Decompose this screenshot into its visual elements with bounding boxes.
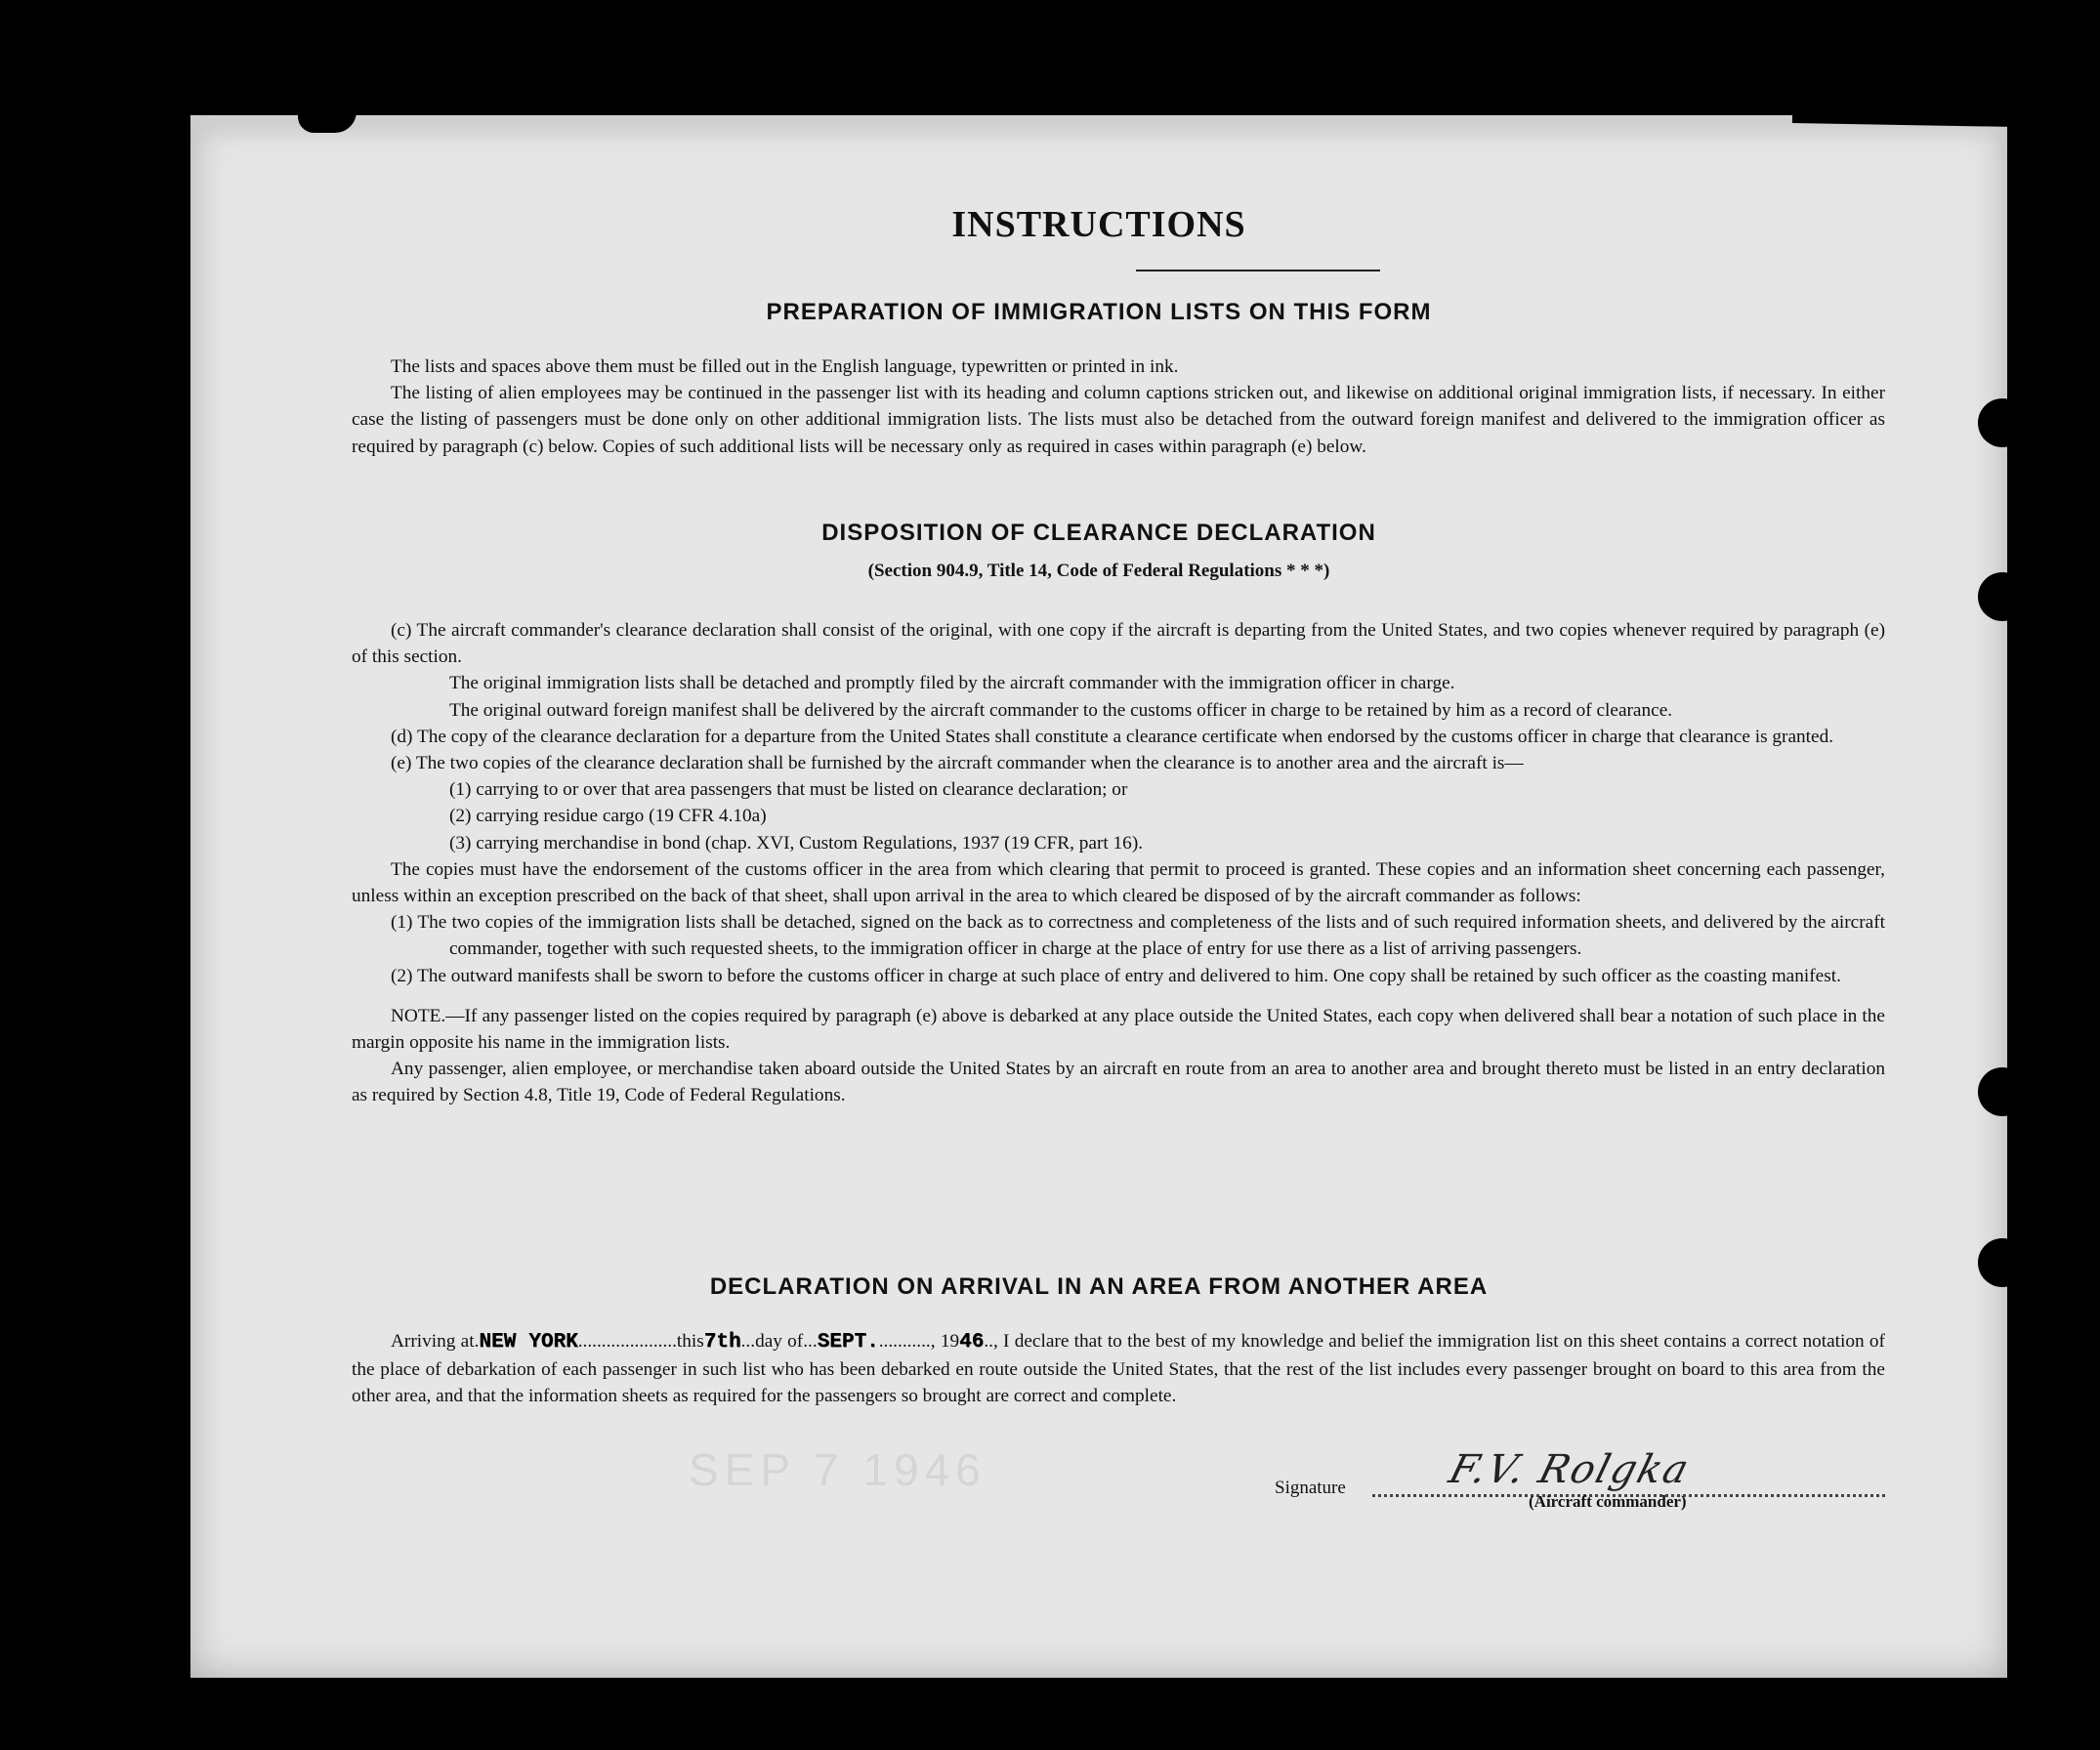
paragraph: The listing of alien employees may be continued in the passenger list with its heading and column captions stricken out, and likewise on additional original immigration lists, if necessary. In either case the listing of passengers must be done only on other additional immigration lists. The lists must also be detached from the outward foreign manifest and delivered to the immigration officer as required by paragraph (c) below. Copies of such additional lists will be necessary only as required in cases within paragraph (e) below.: [352, 383, 1885, 457]
day-of-label: day of: [755, 1331, 804, 1352]
paragraph-note: NOTE.—If any passenger listed on the copies required by paragraph (e) above is debarked at any place outside the United States, each copy when delivered shall bear a notation of such place in the margin opposite his name in the immigration lists.: [352, 1005, 1885, 1054]
punch-hole: [1978, 1067, 2027, 1116]
punch-hole: [1978, 572, 2027, 621]
arrival-month-value: SEPT.: [817, 1331, 879, 1354]
signature-label: Signature: [1275, 1478, 1346, 1498]
paragraph-copies: The copies must have the endorsement of the customs officer in the area from which clearing that permit to proceed is granted. These copies and an information sheet concerning each passenger, unless within an exception prescribed on the back of that sheet, shall upon arrival in the area to which cleared be disposed of by the aircraft commander as follows:: [352, 858, 1885, 907]
paragraph-c: (c) The aircraft commander's clearance declaration shall consist of the original, with one copy if the aircraft is departing from the United States, and two copies whenever required by paragraph (e) of this section.: [352, 620, 1885, 668]
year-prefix: 19: [940, 1331, 960, 1352]
paragraph-c2: The original outward foreign manifest shall be delivered by the aircraft commander to the customs officer in charge to be retained by him as a record of clearance.: [449, 699, 1673, 721]
paragraph-f2: (2) The outward manifests shall be sworn to before the customs officer in charge at such place of entry and delivered to him. One copy shall be retained by such officer as the coasting manifest.: [391, 965, 1841, 986]
paragraph-e2: (2) carrying residue cargo (19 CFR 4.10a): [449, 806, 767, 827]
section-subheading-regulation: (Section 904.9, Title 14, Code of Federal Regulations * * *): [867, 561, 1330, 581]
section-heading-preparation: PREPARATION OF IMMIGRATION LISTS ON THIS FORM: [766, 299, 1432, 325]
page-title: INSTRUCTIONS: [951, 204, 1246, 245]
faded-date-stamp: SEP 7 1946: [689, 1444, 987, 1495]
declaration-text: , I declare that to the best of my knowledge and belief the immigration list on this sheet contains a correct notation of the place of debarkation of each passenger in such list who has been debarked en route outside the United States, that the rest of the list includes every passenger brought on board to this area from the other area, and that the information sheets as required for the passengers so brought are correct and complete.: [352, 1331, 1885, 1406]
paragraph-c1: The original immigration lists shall be detached and promptly filed by the aircraft commander with the immigration officer in charge.: [449, 673, 1455, 694]
section-disposition-body: [352, 617, 1885, 1109]
arriving-at-label: Arriving at: [391, 1331, 475, 1352]
paragraph-e: (e) The two copies of the clearance declaration shall be furnished by the aircraft commander when the clearance is to another area and the aircraft is—: [391, 753, 1524, 774]
torn-edge: [1792, 109, 2017, 127]
title-underline: [1136, 270, 1380, 271]
signature-caption: (Aircraft commander): [1529, 1492, 1687, 1511]
paragraph-e3: (3) carrying merchandise in bond (chap. XVI, Custom Regulations, 1937 (19 CFR, part 16).: [449, 832, 1144, 854]
this-label: this: [676, 1331, 704, 1352]
arrival-city-value: NEW YORK: [479, 1331, 578, 1354]
paragraph-d: (d) The copy of the clearance declaration for a departure from the United States shall constitute a clearance certificate when endorsed by the customs officer in charge that clearance is granted.: [391, 726, 1834, 747]
paragraph-e1: (1) carrying to or over that area passengers that must be listed on clearance declaration; or: [449, 779, 1128, 801]
paragraph-f1: (1) The two copies of the immigration lists shall be detached, signed on the back as to correctness and completeness of the lists and of such required information sheets, and delivered by the aircraft commander, together with such requested sheets, to the immigration officer in charge at the place of entry for use there as a list of arriving passengers.: [391, 912, 1885, 960]
paragraph: The lists and spaces above them must be filled out in the English language, typewritten or printed in ink.: [391, 356, 1179, 377]
document-page: [190, 115, 2007, 1678]
declaration-paragraph: Arriving at.NEW YORK.....................this7th...day of...SEPT............, 1946.., I declare that to the best of my knowledge and belief the immigration list on this sheet contains a correct notation of the place of debarkation of each passenger in such list who has been debarked en route outside the United States, that the rest of the list includes every passenger brought on board to this area from the other area, and that the information sheets as required for the passengers so brought are correct and complete.: [352, 1331, 1885, 1406]
punch-hole: [1978, 398, 2027, 447]
arrival-day-value: 7th: [703, 1331, 741, 1354]
arrival-year-value: 46: [959, 1331, 985, 1354]
section-preparation-body: [352, 354, 1885, 460]
paragraph-note2: Any passenger, alien employee, or merchandise taken aboard outside the United States by an aircraft en route from an area to another area and brought thereto must be listed in an entry declaration as required by Section 4.8, Title 19, Code of Federal Regulations.: [352, 1059, 1885, 1106]
handwritten-signature: F.V. Rolgka: [1444, 1447, 1696, 1492]
section-heading-disposition: DISPOSITION OF CLEARANCE DECLARATION: [821, 520, 1376, 546]
punch-hole: [1978, 1238, 2027, 1287]
section-heading-declaration: DECLARATION ON ARRIVAL IN AN AREA FROM ANOTHER AREA: [709, 1273, 1489, 1300]
torn-edge: [298, 111, 357, 133]
